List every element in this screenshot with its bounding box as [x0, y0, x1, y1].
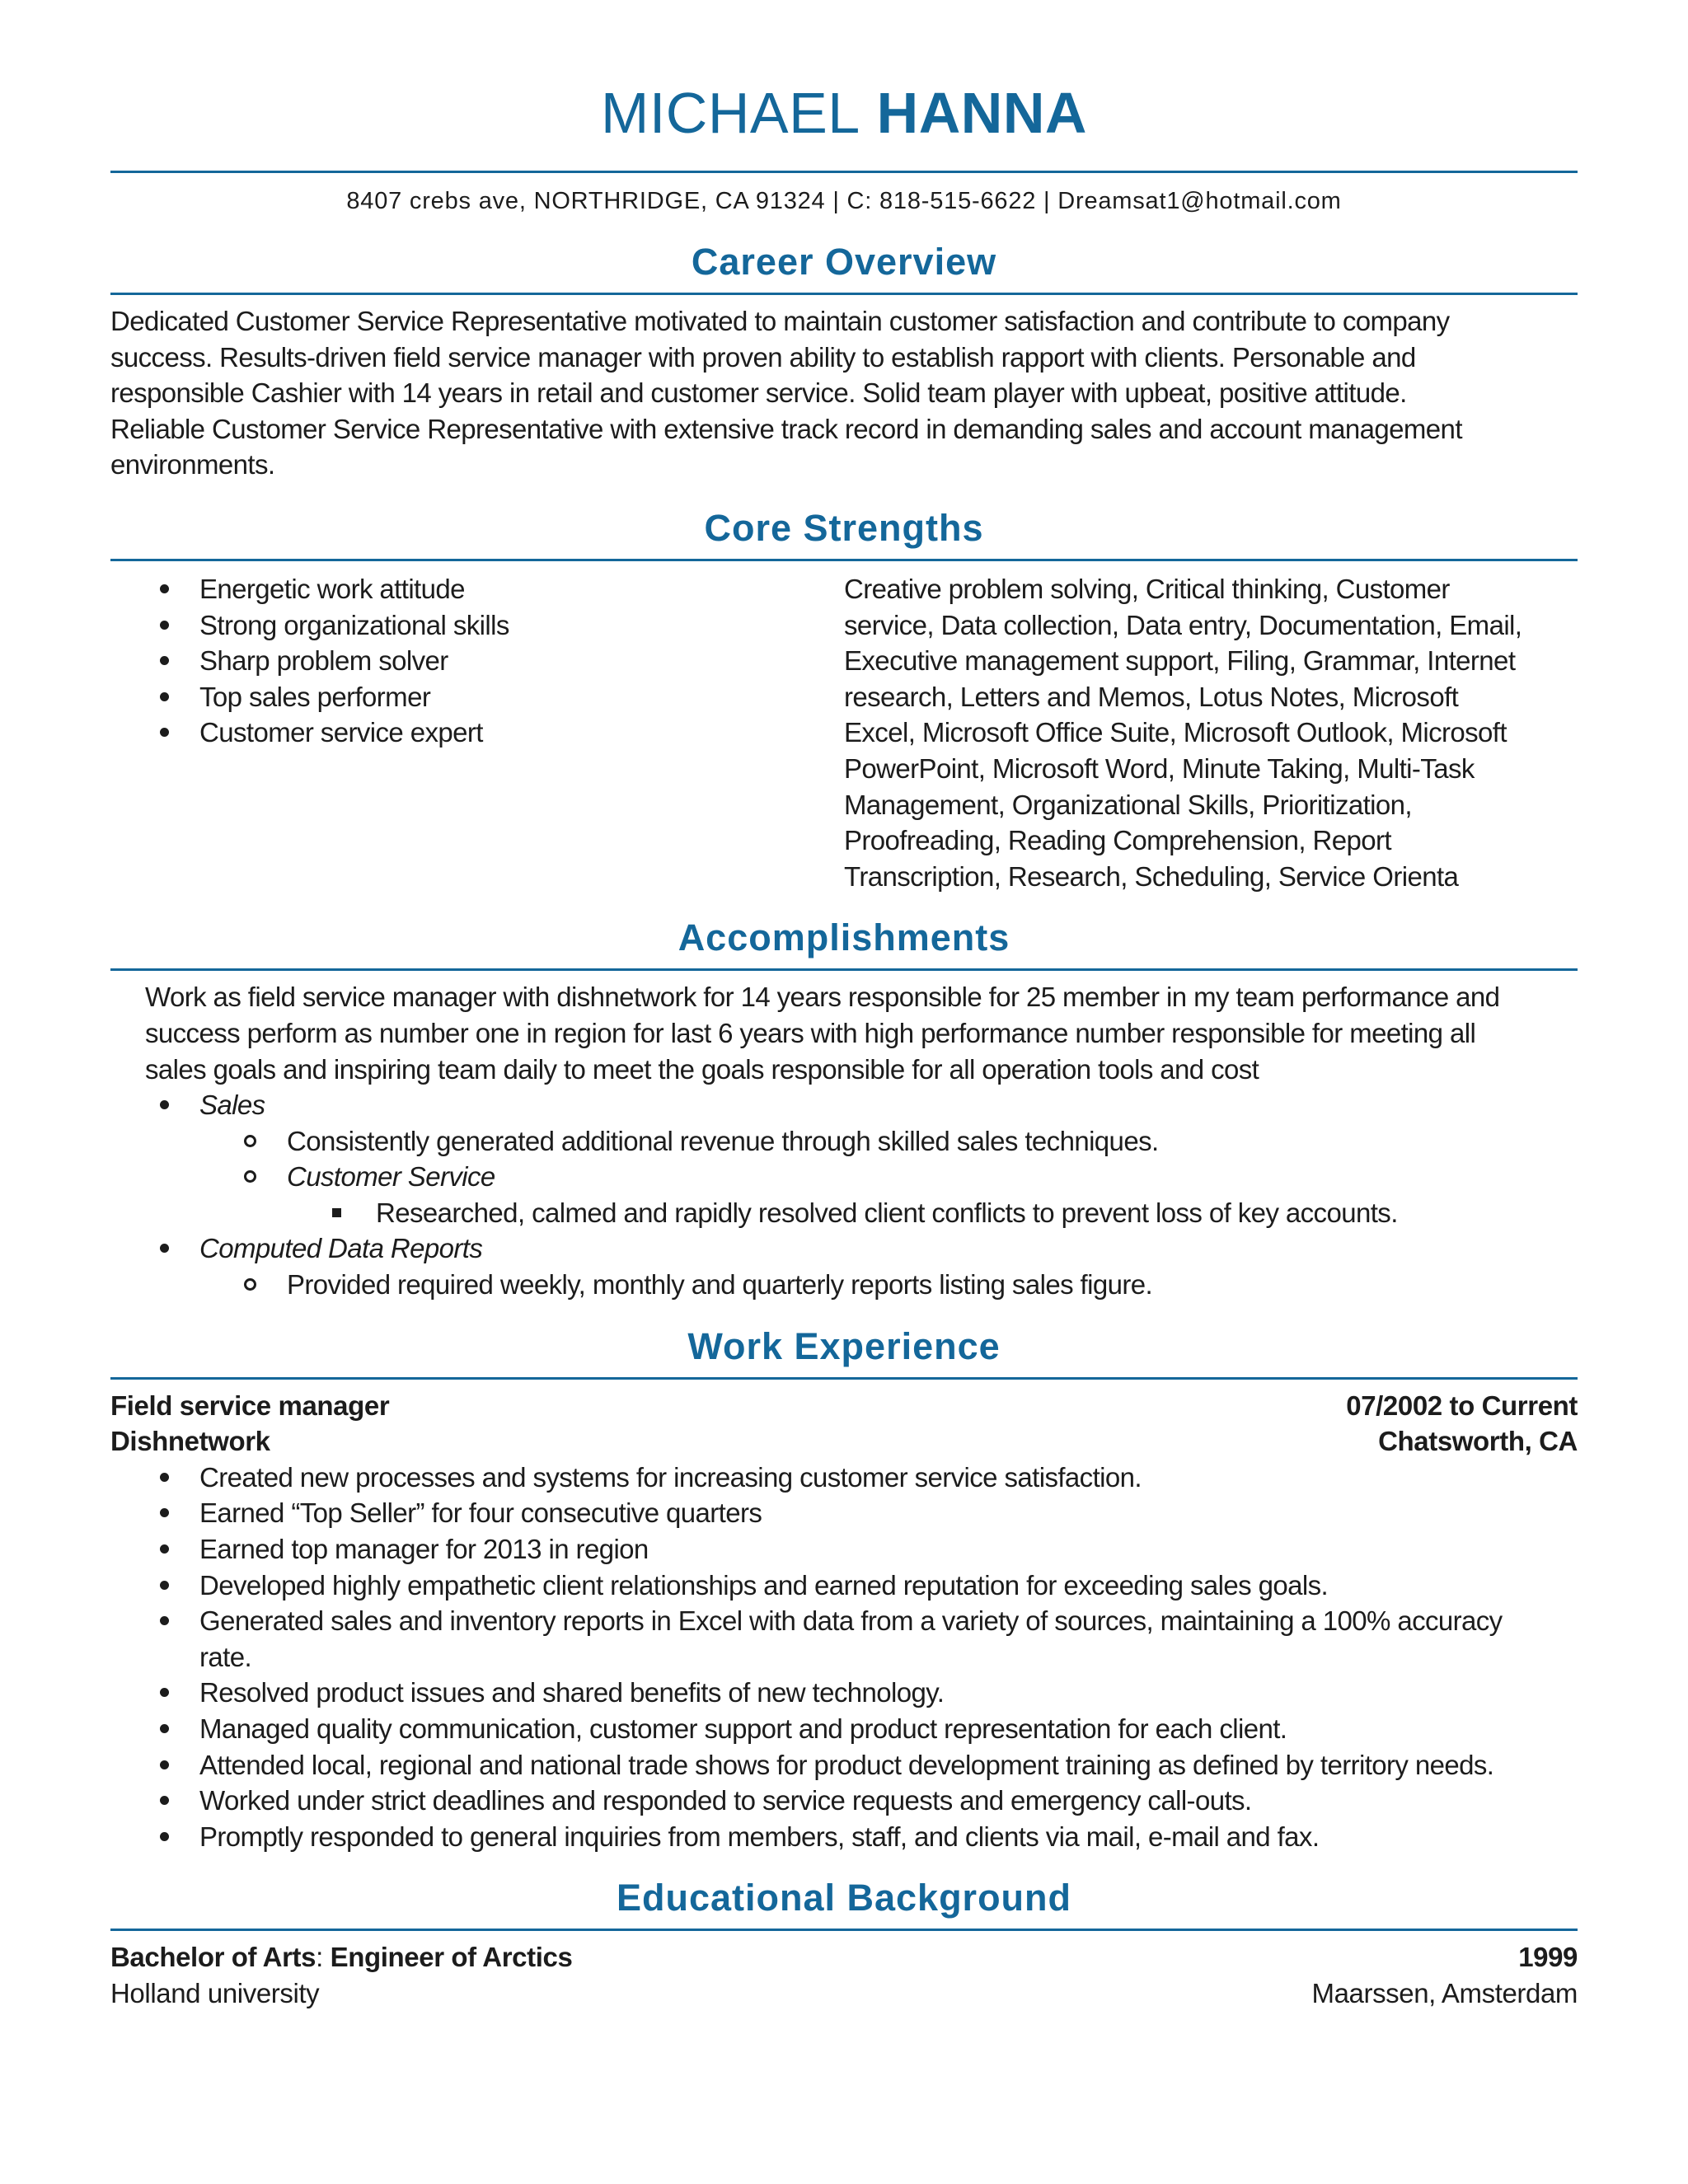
education-entry: [110, 1939, 1578, 2011]
list-item: Developed highly empathetic client relationships and earned reputation for exceeding sales goals.: [110, 1568, 1578, 1604]
list-item: Provided required weekly, monthly and quarterly reports listing sales figure.: [110, 1267, 1578, 1303]
section-divider: [110, 293, 1578, 295]
job-duties-list: [110, 1460, 1578, 1855]
skills-line: PowerPoint, Microsoft Word, Minute Taking, Multi-Task: [844, 752, 1475, 784]
job-dates: 07/2002 to Current: [1346, 1390, 1578, 1421]
list-item: Customer service expert: [110, 715, 844, 751]
skills-line: Executive management support, Filing, Grammar, Internet: [844, 645, 1516, 677]
section-title-career-overview: Career Overview: [691, 241, 997, 283]
list-item: Sharp problem solver: [110, 643, 844, 679]
section-title-core-strengths: Core Strengths: [704, 506, 984, 549]
skills-line: research, Letters and Memos, Lotus Notes, Microsoft: [844, 681, 1459, 712]
list-item: Resolved product issues and shared benefits of new technology.: [110, 1675, 1578, 1711]
career-overview-text: [110, 303, 1578, 483]
candidate-name: [110, 0, 1578, 145]
list-item: Sales: [110, 1087, 1578, 1123]
degree: Bachelor of Arts: [110, 1942, 316, 1973]
accomplishments-line: sales goals and inspiring team daily to meet the goals responsible for all operation tools and cost: [145, 1053, 1259, 1085]
accomplishments-line: Work as field service manager with dishnetwork for 14 years responsible for 25 member in my team performance and: [145, 982, 1500, 1013]
job-header: [110, 1388, 1578, 1460]
section-divider: [110, 559, 1578, 561]
list-item: Computed Data Reports: [110, 1230, 1578, 1267]
list-item: Worked under strict deadlines and responded to service requests and emergency call-outs.: [110, 1783, 1578, 1819]
degree-separator: :: [316, 1942, 331, 1973]
school-row: [110, 1975, 1578, 2012]
list-item: Strong organizational skills: [110, 607, 844, 644]
company-name: Dishnetwork: [110, 1426, 270, 1457]
overview-line: Reliable Customer Service Representative with extensive track record in demanding sales and account management: [110, 413, 1462, 444]
skills-line: service, Data collection, Data entry, Documentation, Email,: [844, 609, 1522, 640]
list-item: Created new processes and systems for increasing customer service satisfaction.: [110, 1460, 1578, 1496]
list-item: Consistently generated additional revenue through skilled sales techniques.: [110, 1123, 1578, 1160]
section-divider: [110, 1377, 1578, 1380]
list-item: Energetic work attitude: [110, 571, 844, 607]
section-title-work-experience: Work Experience: [687, 1324, 1001, 1367]
degree-row: [110, 1939, 1578, 1975]
header-divider: [110, 171, 1578, 173]
job-title: Field service manager: [110, 1390, 390, 1421]
job-company-row: [110, 1423, 1578, 1460]
skills-line: Creative problem solving, Critical thinking, Customer: [844, 573, 1450, 604]
list-item: [110, 1603, 1578, 1675]
list-item: Top sales performer: [110, 679, 844, 715]
strengths-list: [110, 571, 844, 751]
list-item: Attended local, regional and national trade shows for product development training as defined by territory needs.: [110, 1747, 1578, 1783]
list-item: Researched, calmed and rapidly resolved client conflicts to prevent loss of key accounts.: [110, 1195, 1578, 1231]
skills-column: [844, 571, 1578, 894]
school-location: Maarssen, Amsterdam: [1311, 1977, 1578, 2008]
school-name: Holland university: [110, 1977, 320, 2008]
first-name: MICHAEL: [601, 81, 860, 145]
overview-line: environments.: [110, 449, 275, 480]
list-item: Customer Service: [110, 1159, 1578, 1195]
accomplishments-intro: [110, 979, 1578, 1087]
list-item: Managed quality communication, customer support and product representation for each client.: [110, 1711, 1578, 1747]
skills-line: Management, Organizational Skills, Prioritization,: [844, 789, 1412, 820]
skills-line: Excel, Microsoft Office Suite, Microsoft Outlook, Microsoft: [844, 717, 1507, 748]
major: Engineer of Arctics: [330, 1942, 573, 1973]
accomplishments-list: [110, 1087, 1578, 1303]
contact-info: 8407 crebs ave, NORTHRIDGE, CA 91324 | C: 818-515-6622 | Dreamsat1@hotmail.com: [346, 188, 1342, 214]
graduation-year: 1999: [1518, 1942, 1578, 1973]
overview-line: Dedicated Customer Service Representative motivated to maintain customer satisfaction and contribute to company: [110, 306, 1450, 336]
skills-line: Transcription, Research, Scheduling, Service Orienta: [844, 860, 1459, 892]
overview-line: success. Results-driven field service manager with proven ability to establish rapport with clients. Personable and: [110, 341, 1416, 373]
list-item: Earned “Top Seller” for four consecutive quarters: [110, 1495, 1578, 1531]
list-item-line: rate.: [199, 1641, 252, 1672]
strengths-column: [110, 571, 844, 894]
core-strengths: [110, 571, 1578, 894]
section-divider: [110, 1929, 1578, 1931]
job-title-row: [110, 1388, 1578, 1424]
skills-line: Proofreading, Reading Comprehension, Report: [844, 825, 1391, 856]
degree-info: [110, 1939, 572, 1975]
section-title-accomplishments: Accomplishments: [678, 916, 1010, 959]
list-item: Promptly responded to general inquiries from members, staff, and clients via mail, e-mail and fax.: [110, 1819, 1578, 1855]
list-item: Earned top manager for 2013 in region: [110, 1531, 1578, 1568]
list-item-line: Generated sales and inventory reports in Excel with data from a variety of sources, maintaining a 100% accuracy: [199, 1605, 1503, 1637]
accomplishments-line: success perform as number one in region for last 6 years with high performance number responsible for meeting all: [145, 1017, 1476, 1048]
overview-line: responsible Cashier with 14 years in retail and customer service. Solid team player with upbeat, positive attitude.: [110, 377, 1407, 409]
section-divider: [110, 968, 1578, 971]
last-name: HANNA: [876, 81, 1087, 145]
section-title-education: Educational Background: [616, 1877, 1072, 1919]
job-location: Chatsworth, CA: [1378, 1426, 1578, 1457]
